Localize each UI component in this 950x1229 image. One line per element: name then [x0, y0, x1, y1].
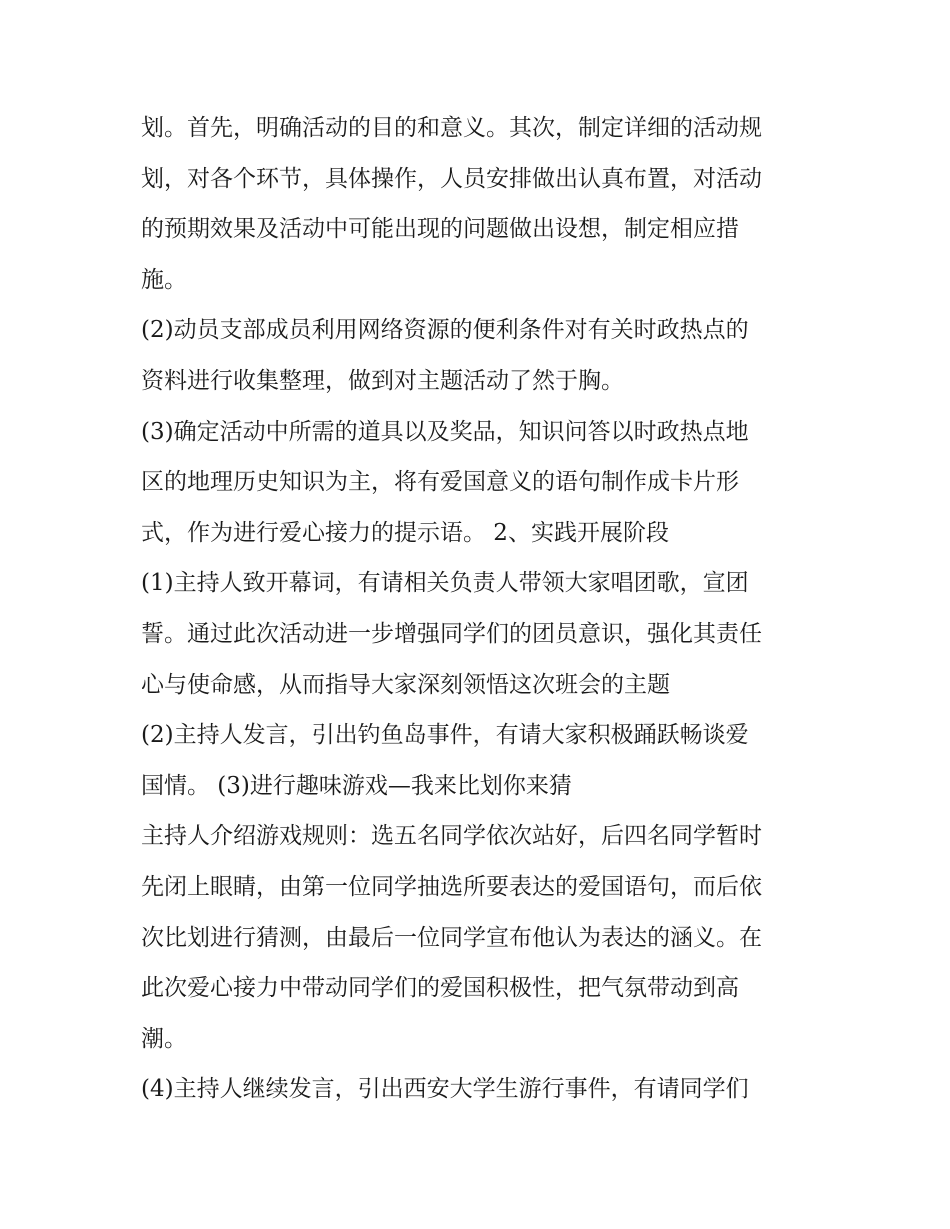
- text-line: 国情。 (3)进行趣味游戏—我来比划你来猜: [141, 772, 572, 799]
- text-line: 划。首先，明确活动的目的和意义。其次，制定详细的活动规: [141, 115, 762, 141]
- text-line: 此次爱心接力中带动同学们的爱国积极性，把气氛带动到高: [141, 975, 739, 1002]
- text-line: 划，对各个环节，具体操作，人员安排做出认真布置，对活动: [141, 165, 762, 192]
- text-line: 先闭上眼睛，由第一位同学抽选所要表达的爱国语句，而后依: [141, 873, 762, 900]
- text-line: (4)主持人继续发言，引出西安大学生游行事件，有请同学们: [141, 1076, 749, 1103]
- text-line: 的预期效果及活动中可能出现的问题做出设想，制定相应措: [141, 216, 739, 243]
- text-line: 潮。: [141, 1025, 187, 1052]
- text-line: (3)确定活动中所需的道具以及奖品，知识问答以时政热点地: [141, 418, 749, 445]
- body-text: [141, 103, 821, 1115]
- text-line: 心与使命感，从而指导大家深刻领悟这次班会的主题: [141, 671, 670, 698]
- text-line: 区的地理历史知识为主，将有爱国意义的语句制作成卡片形: [141, 469, 739, 496]
- text-line: 资料进行收集整理，做到对主题活动了然于胸。: [141, 367, 624, 394]
- text-line: (2)主持人发言，引出钓鱼岛事件，有请大家积极踊跃畅谈爱: [141, 722, 749, 749]
- text-line: 誓。通过此次活动进一步增强同学们的团员意识，强化其责任: [141, 620, 762, 647]
- text-line: 施。: [141, 266, 187, 293]
- text-line: 主持人介绍游戏规则：选五名同学依次站好，后四名同学暂时: [141, 823, 762, 850]
- text-line: (2)动员支部成员利用网络资源的便利条件对有关时政热点的: [141, 317, 749, 344]
- text-line: (1)主持人致开幕词，有请相关负责人带领大家唱团歌，宣团: [141, 570, 749, 597]
- text-line: 式，作为进行爱心接力的提示语。 2、实践开展阶段: [141, 519, 669, 546]
- text-line: 次比划进行猜测，由最后一位同学宣布他认为表达的涵义。在: [141, 924, 762, 951]
